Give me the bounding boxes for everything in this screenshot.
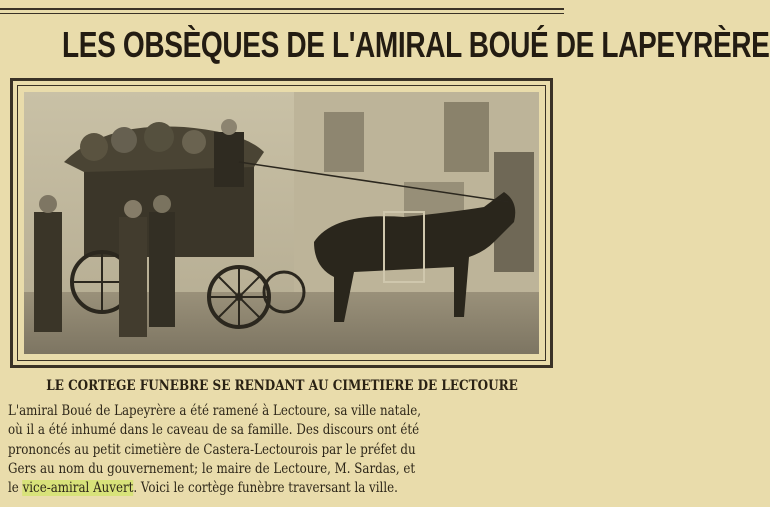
body-line-suffix: . Voici le cortège funèbre traversant la ville.	[133, 480, 398, 497]
body-line: Gers au nom du gouvernement; le maire de Lectoure, M. Sardas, et	[8, 460, 416, 477]
body-line-last	[8, 479, 466, 498]
highlighted-name: vice-amiral Auvert	[22, 480, 134, 497]
building-window	[324, 112, 364, 172]
building-window	[444, 102, 489, 172]
funeral-procession-photo	[24, 92, 539, 354]
body-line: où il a été inhumé dans le caveau de sa famille. Des discours ont été	[8, 422, 420, 439]
headline: LES OBSÈQUES DE L'AMIRAL BOUÉ DE LAPEYRÈRE	[62, 24, 770, 65]
body-line: prononcés au petit cimetière de Castera-Lectourois par le préfet du	[8, 441, 416, 458]
body-line: L'amiral Boué de Lapeyrère a été ramené à Lectoure, sa ville natale,	[8, 403, 422, 419]
soldier	[34, 212, 62, 332]
coachman	[214, 132, 244, 187]
soldier	[119, 217, 147, 337]
photo-caption: LE CORTEGE FUNEBRE SE RENDANT AU CIMETIERE DE LECTOURE	[46, 378, 518, 394]
article-body	[8, 402, 556, 498]
soldier	[149, 212, 175, 327]
top-rule-thin	[0, 13, 564, 14]
top-rule	[0, 8, 564, 10]
body-line-prefix: le	[8, 480, 23, 497]
